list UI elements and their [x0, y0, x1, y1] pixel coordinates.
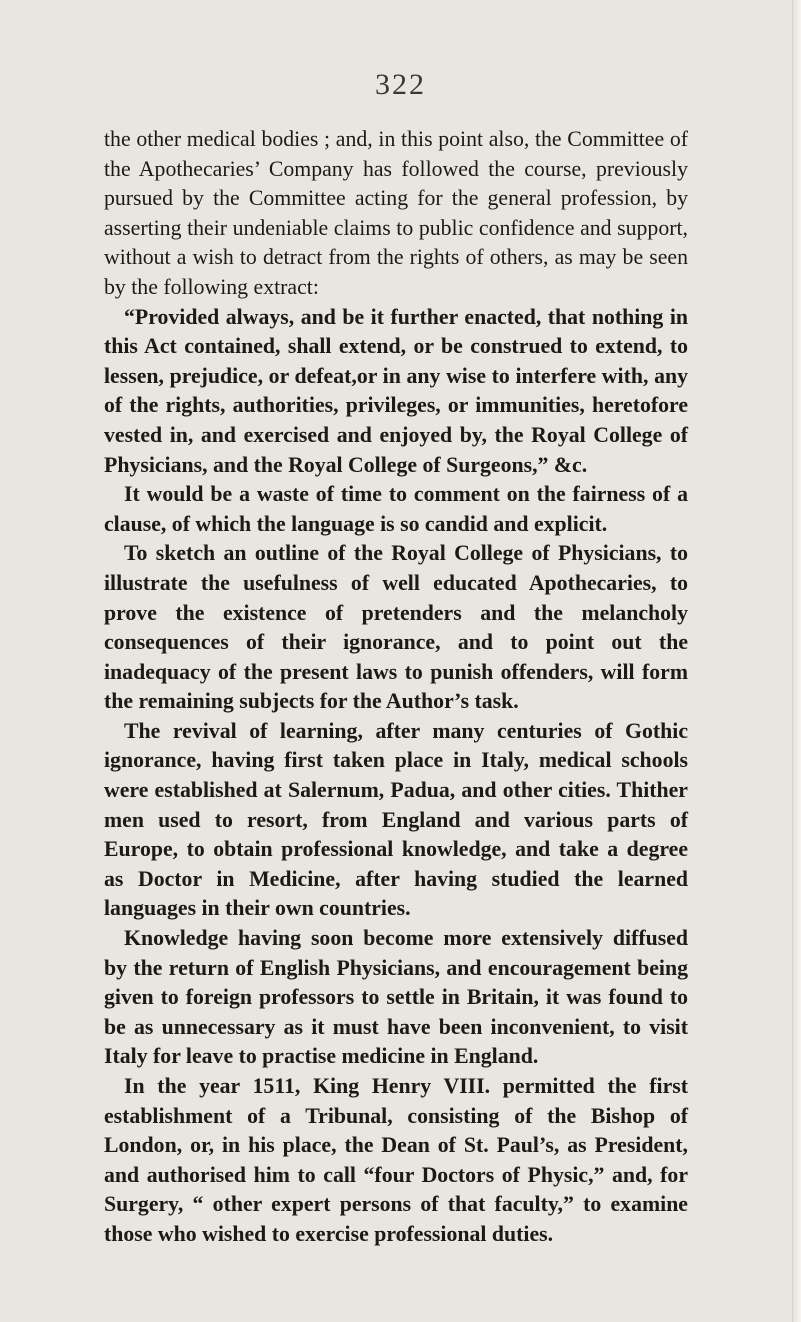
paragraph-outline: To sketch an outline of the Royal College of Physicians, to illustrate the usefulness of well educated Apothecaries, to prove the existence of pretenders and the melancholy consequences of their ignorance, and to point out the inadequacy of the present laws to punish offenders, will form the remaining subjects for the Author’s task.: [104, 541, 688, 714]
paragraph-revival: The revival of learning, after many centuries of Gothic ignorance, having first taken place in Italy, medical schools were established at Salernum, Padua, and other cities. Thither men used to resort, from England and various parts of Europe, to obtain professional knowledge, and take a degree as Doctor in Medicine, after having studied the learned languages in their own countries.: [104, 718, 688, 921]
page-number: 322: [375, 68, 426, 101]
page-edge: [792, 0, 801, 1322]
paragraph-tribunal: In the year 1511, King Henry VIII. permitted the first establishment of a Tribunal, consisting of the Bishop of London, or, in his place, the Dean of St. Paul’s, as President, and authorised him to call “four Doctors of Physic,” and, for Surgery, “ other expert persons of that faculty,” to examine those who wished to exercise professional duties.: [104, 1074, 688, 1246]
paragraph-extract: “Provided always, and be it further enacted, that nothing in this Act contained, shall extend, or be construed to extend, to lessen, prejudice, or defeat,or in any wise to interfere with, any of the rights, authorities, privileges, or immunities, heretofore vested in, and exercised and enjoyed by, the Royal College of Physicians, and the Royal College of Surgeons,” &c.: [104, 304, 688, 477]
paragraph-committee: the other medical bodies ; and, in this point also, the Committee of the Apothecaries’ Company has followed the course, previously pursued by the Committee acting for the general profession, by asserting their undeniable claims to public confidence and support, without a wish to detract from the rights of others, as may be seen by the following extract:: [104, 127, 688, 299]
body-text: [104, 125, 688, 1250]
paragraph-clause: It would be a waste of time to comment on the fairness of a clause, of which the language is so candid and explicit.: [104, 482, 688, 536]
paragraph-knowledge: Knowledge having soon become more extensively diffused by the return of English Physicians, and encouragement being given to foreign professors to settle in Britain, it was found to be as unnecessary as it must have been inconvenient, to visit Italy for leave to practise medicine in England.: [104, 926, 688, 1069]
